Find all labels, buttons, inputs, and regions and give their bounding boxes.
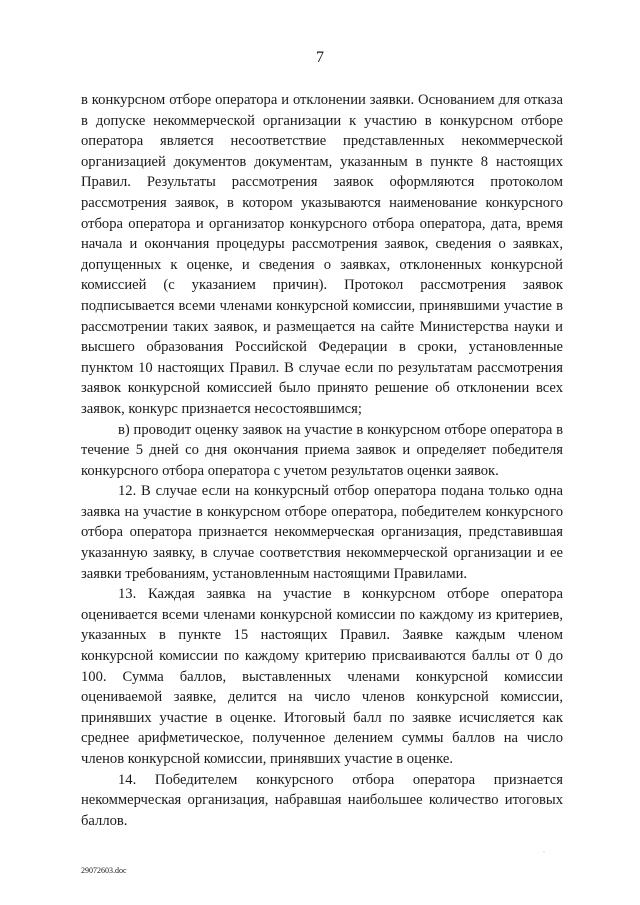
corner-mark: ` [543,852,545,858]
paragraph-11b-continuation: в конкурсном отборе оператора и отклонении заявки. Основанием для отказа в допуске некоммерческой организации к участию в конкурсном отборе оператора является несоответствие представленных некоммерческой организацией документов документам, указанным в пункте 8 настоящих Правил. Результаты рассмотрения заявок оформляются протоколом рассмотрения заявок, в котором указываются наименование конкурсного отбора оператора и организатор конкурсного отбора оператора, дата, время начала и окончания процедуры рассмотрения заявок, сведения о заявках, допущенных к оценке, и сведения о заявках, отклоненных конкурсной комиссией (с указанием причин). Протокол рассмотрения заявок подписывается всеми членами конкурсной комиссии, принявшими участие в рассмотрении таких заявок, и размещается на сайте Министерства науки и высшего образования Российской Федерации в сроки, установленные пунктом 10 настоящих Правил. В случае если по результатам рассмотрения заявок конкурсной комиссией было принято решение об отклонении всех заявок, конкурс признается несостоявшимся; [81,92,563,417]
paragraph-11c: в) проводит оценку заявок на участие в конкурсном отборе оператора в течение 5 дней со дня окончания приема заявок и определяет победителя конкурсного отбора оператора с учетом результатов оценки заявок. [81,421,563,479]
paragraph-13: 13. Каждая заявка на участие в конкурсном отборе оператора оценивается всеми членами конкурсной комиссии по каждому из критериев, указанных в пункте 15 настоящих Правил. Заявке каждым членом конкурсной комиссии по каждому критерию присваиваются баллы от 0 до 100. Сумма баллов, выставленных членами конкурсной комиссии оцениваемой заявке, делится на число членов конкурсной комиссии, принявших участие в оценке. Итоговый балл по заявке исчисляется как среднее арифметическое, полученное делением суммы баллов на число членов конкурсной комиссии, принявших участие в оценке. [81,586,563,767]
footer-filename: 29072603.doc [81,866,127,875]
document-body [81,90,563,831]
paragraph-12: 12. В случае если на конкурсный отбор оператора подана только одна заявка на участие в конкурсном отборе оператора, победителем конкурсного отбора оператора признается некоммерческая организация, представившая указанную заявку, в случае соответствия некоммерческой организации и ее заявки требованиям, установленным настоящими Правилами. [81,483,563,582]
paragraph-14: 14. Победителем конкурсного отбора оператора признается некоммерческая организация, набравшая наибольшее количество итоговых баллов. [81,771,563,829]
page-number: 7 [316,49,324,66]
